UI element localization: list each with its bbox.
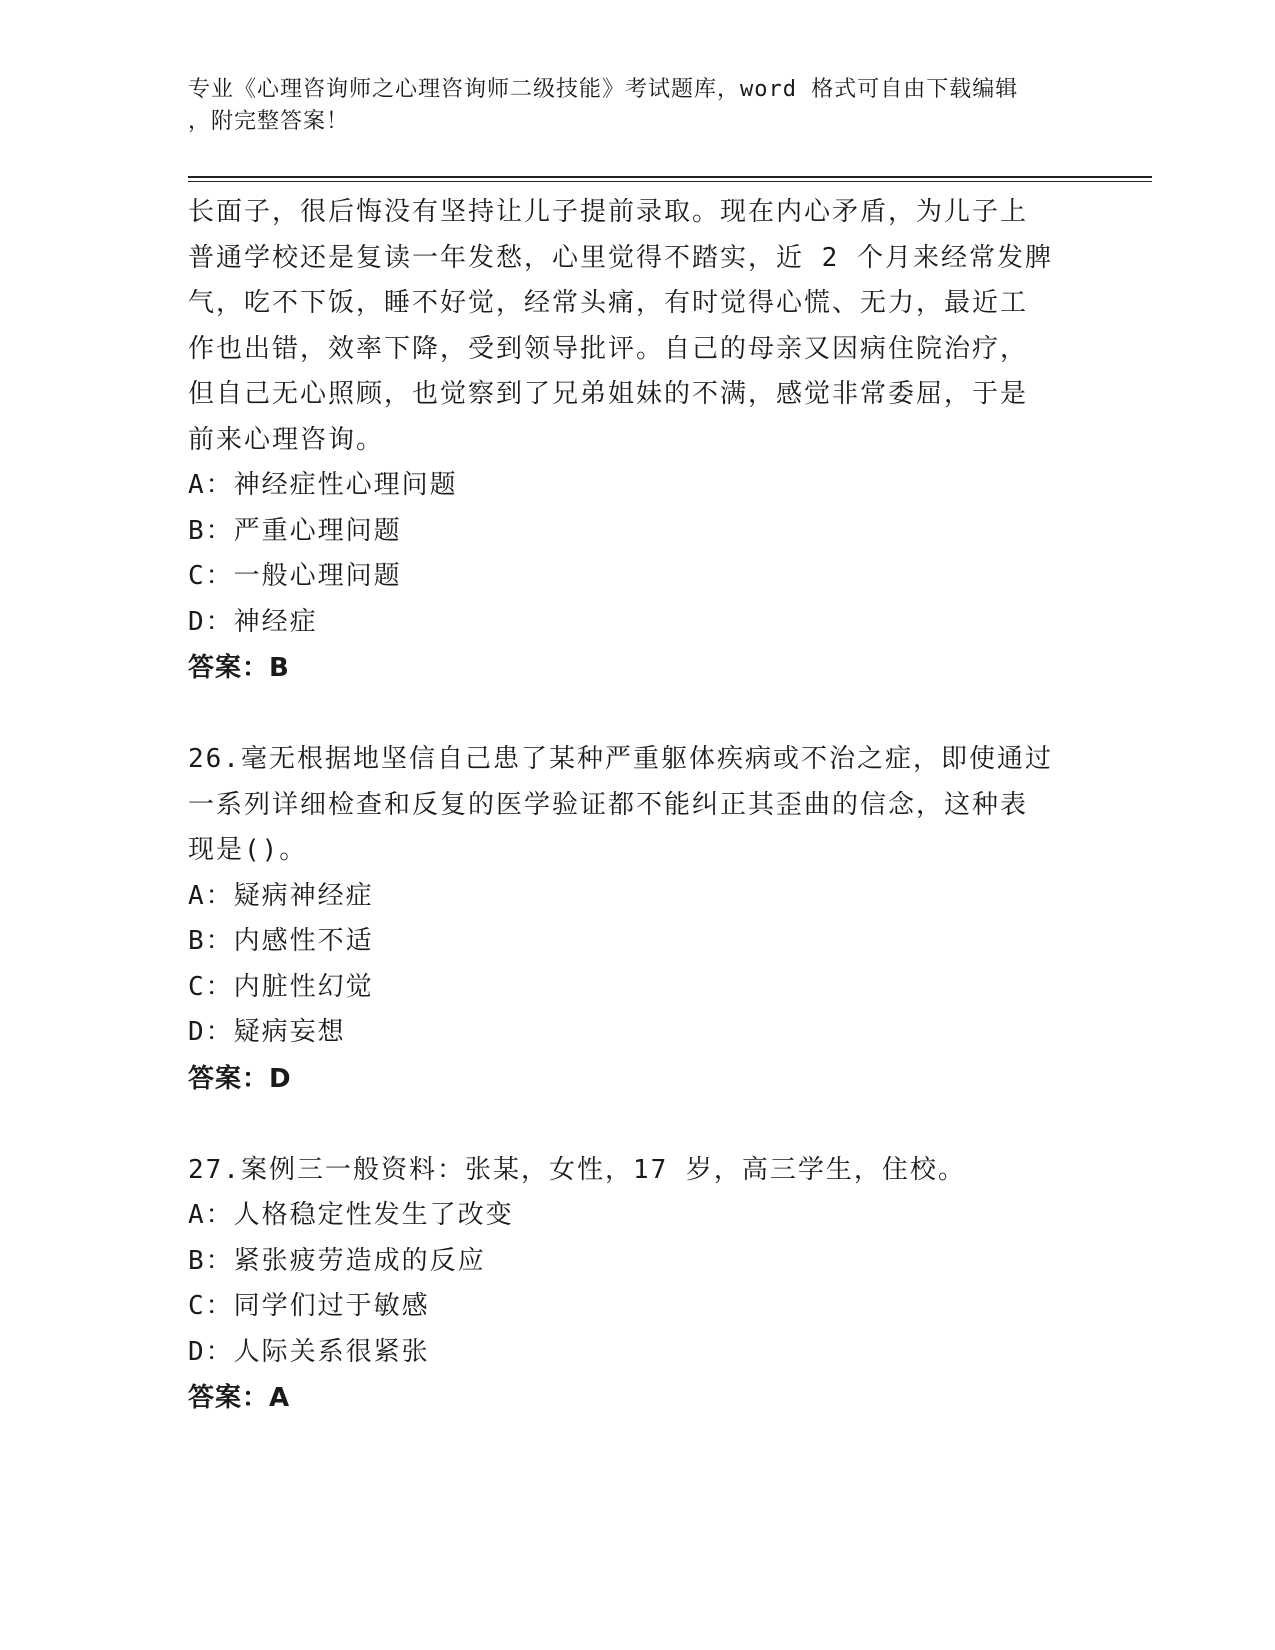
question-27 xyxy=(188,1148,1088,1422)
answer-line: 答案：B xyxy=(188,653,290,683)
question-text-line: 前来心理咨询。 xyxy=(188,424,385,455)
question-text-line: 现是()。 xyxy=(188,835,308,865)
option-b: B：严重心理问题 xyxy=(188,515,402,546)
option-b: B：内感性不适 xyxy=(188,926,374,956)
page-header xyxy=(188,74,1068,138)
option-c: C：一般心理问题 xyxy=(188,561,402,591)
question-text-line: 气，吃不下饭，睡不好觉，经常头痛，有时觉得心慌、无力，最近工 xyxy=(188,288,1029,318)
question-text-line: 但自己无心照顾，也觉察到了兄弟姐妹的不满，感觉非常委屈，于是 xyxy=(188,379,1029,409)
spacer xyxy=(188,1102,1088,1148)
question-text-line: 长面子，很后悔没有坚持让儿子提前录取。现在内心矛盾，为儿子上 xyxy=(188,197,1029,227)
question-25 xyxy=(188,190,1088,691)
option-b: B：紧张疲劳造成的反应 xyxy=(188,1245,486,1276)
option-c: C：内脏性幻觉 xyxy=(188,971,374,1002)
option-d: D：人际关系很紧张 xyxy=(188,1336,430,1367)
header-line-2: ，附完整答案！ xyxy=(188,109,350,134)
option-d: D：神经症 xyxy=(188,606,318,637)
option-a: A：人格稳定性发生了改变 xyxy=(188,1200,514,1230)
option-a: A：神经症性心理问题 xyxy=(188,470,458,500)
header-divider-thick xyxy=(188,176,1152,178)
question-text-line: 普通学校还是复读一年发愁，心里觉得不踏实，近 2 个月来经常发脾 xyxy=(188,242,1053,273)
header-line-1: 专业《心理咨询师之心理咨询师二级技能》考试题库，word 格式可自由下载编辑 xyxy=(188,77,1019,102)
question-text-line: 26.毫无根据地坚信自己患了某种严重躯体疾病或不治之症，即使通过 xyxy=(188,744,1053,774)
question-text-line: 27.案例三一般资料：张某，女性，17 岁，高三学生，住校。 xyxy=(188,1154,966,1185)
spacer xyxy=(188,691,1088,737)
answer-line: 答案：D xyxy=(188,1063,292,1094)
question-text-line: 一系列详细检查和反复的医学验证都不能纠正其歪曲的信念，这种表 xyxy=(188,789,1029,820)
question-content xyxy=(188,190,1088,1421)
option-a: A：疑病神经症 xyxy=(188,880,374,911)
header-divider-thin xyxy=(188,181,1152,182)
question-text-line: 作也出错，效率下降，受到领导批评。自己的母亲又因病住院治疗， xyxy=(188,333,1029,364)
option-c: C：同学们过于敏感 xyxy=(188,1291,430,1321)
option-d: D：疑病妄想 xyxy=(188,1017,346,1047)
question-26 xyxy=(188,737,1088,1102)
answer-line: 答案：A xyxy=(188,1383,291,1413)
